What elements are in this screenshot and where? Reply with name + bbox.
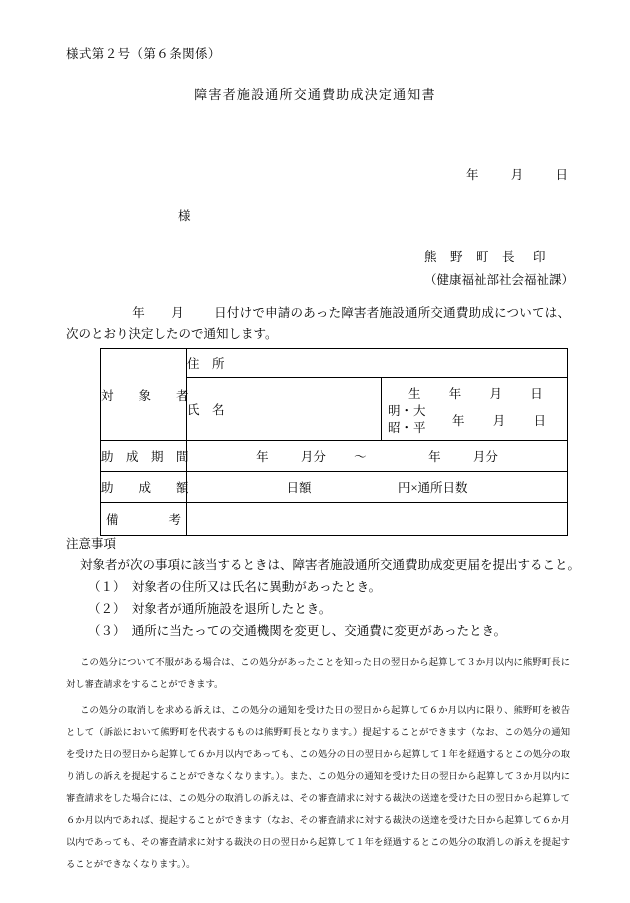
birth-day-field: 日 <box>533 414 547 428</box>
period-value <box>187 447 567 465</box>
document-title: 障害者施設通所交通費助成決定通知書 <box>194 87 436 102</box>
notice-heading: 注意事項 <box>66 537 117 551</box>
era-option-showa-heisei[interactable]: 昭・平 <box>387 421 426 435</box>
appeal-paragraph-2 <box>66 700 570 876</box>
birth-month-label: 月 <box>489 387 503 401</box>
issue-date-month: 月 <box>510 168 524 182</box>
notice-item-3: （３） 通所に当たっての交通機関を変更し、交通費に変更があったとき。 <box>88 624 507 638</box>
notice-lead-text: 対象者が次の事項に該当するときは、障害者施設通所交通費助成変更届を提出すること。 <box>80 558 581 572</box>
remarks-label: 備 考 <box>105 513 181 527</box>
issuer-line <box>424 247 546 265</box>
address-cell <box>187 349 568 378</box>
birth-prefix: 生 <box>407 387 421 401</box>
remarks-value-cell[interactable] <box>187 503 568 536</box>
era-options[interactable] <box>388 403 426 437</box>
period-from-month: 月分 <box>300 450 326 464</box>
issuer-name: 熊 野 町 長 <box>424 250 516 264</box>
body-date-month: 月 <box>170 306 184 320</box>
period-to-month: 月分 <box>472 450 498 464</box>
subject-label-cell <box>101 349 187 441</box>
birth-year-label: 年 <box>448 387 462 401</box>
notice-item-2: （２） 対象者が通所施設を退所したとき。 <box>88 602 332 616</box>
table-row <box>101 441 568 472</box>
birth-year-field: 年 <box>451 414 465 428</box>
appeal-paragraph-1-text: この処分について不服がある場合は、この処分があったことを知った日の翌日から起算して３か月以内に熊野町長に対し審査請求をすることができます。 <box>66 658 570 690</box>
table-row <box>101 472 568 503</box>
body-text: 日付けで申請のあった障害者施設通所交通費助成については、次のとおり決定したので通知します。 <box>66 306 570 341</box>
era-option-meiji-taisho[interactable]: 明・大 <box>387 404 426 418</box>
name-cell[interactable] <box>187 378 382 441</box>
form-number: 様式第２号（第６条関係） <box>66 47 221 61</box>
amount-daily-label: 日額 <box>286 481 312 495</box>
period-label-cell <box>101 441 187 472</box>
issuer-department: （健康福祉部社会福祉課） <box>424 273 575 287</box>
address-label: 住 所 <box>187 357 225 371</box>
subject-label: 対 象 者 <box>101 388 189 403</box>
period-separator: ～ <box>354 450 367 464</box>
notice-item-1: （１） 対象者の住所又は氏名に異動があったとき。 <box>88 580 382 594</box>
period-from-year: 年 <box>256 450 269 464</box>
period-value-cell[interactable] <box>187 441 568 472</box>
issue-date-day: 日 <box>555 168 569 182</box>
birthdate-inner <box>382 378 567 440</box>
body-date-year: 年 <box>132 306 145 320</box>
issue-date-line <box>466 165 568 183</box>
birthdate-fields <box>452 411 546 429</box>
body-paragraph <box>66 303 570 345</box>
name-label: 氏 名 <box>187 403 225 417</box>
amount-formula: 円×通所日数 <box>397 481 468 495</box>
birthdate-cell[interactable] <box>381 378 567 441</box>
amount-value-cell[interactable] <box>187 472 568 503</box>
birthdate-header <box>408 384 543 402</box>
remarks-label-cell <box>101 503 187 536</box>
appeal-paragraph-2-text: この処分の取消しを求める訴えは、この処分の通知を受けた日の翌日から起算して６か月以内に限り、熊野町を被告として（訴訟において熊野町を代表するものは熊野町長となります。）提起することができます（なお、この処分の通知を受けた日の翌日から起算して６か月以内であっても、この処分の日の翌日から起算して１年を経過するとこの処分の取り消しの訴えを提起することができなくなります。）。また、この処分の通知を受けた日の翌日から起算して３か月以内に審査請求をした場合には、この処分の取消しの訴えは、その審査請求に対する裁決の送達を受けた日の翌日から起算して６か月以内であれば、提起することができます（なお、その審査請求に対する裁決の送達を受けた日から起算して６か月以内であっても、その審査請求に対する裁決の日の翌日から起算して１年を経過するとこの処分の取消しの訴えを提起することができなくなります。）。 <box>66 706 570 870</box>
birth-day-label: 日 <box>530 387 543 401</box>
seal-icon: 印 <box>533 250 547 264</box>
amount-label: 助 成 額 <box>101 481 189 495</box>
period-label: 助 成 期 間 <box>101 450 189 464</box>
birth-month-field: 月 <box>492 414 506 428</box>
table-row <box>101 349 568 378</box>
amount-value <box>187 478 567 496</box>
amount-label-cell <box>101 472 187 503</box>
issue-date-year: 年 <box>466 168 479 182</box>
table-row <box>101 503 568 536</box>
decision-table <box>100 348 568 536</box>
appeal-paragraph-1 <box>66 652 570 696</box>
period-to-year: 年 <box>428 450 441 464</box>
recipient-honorific: 様 <box>178 209 191 223</box>
